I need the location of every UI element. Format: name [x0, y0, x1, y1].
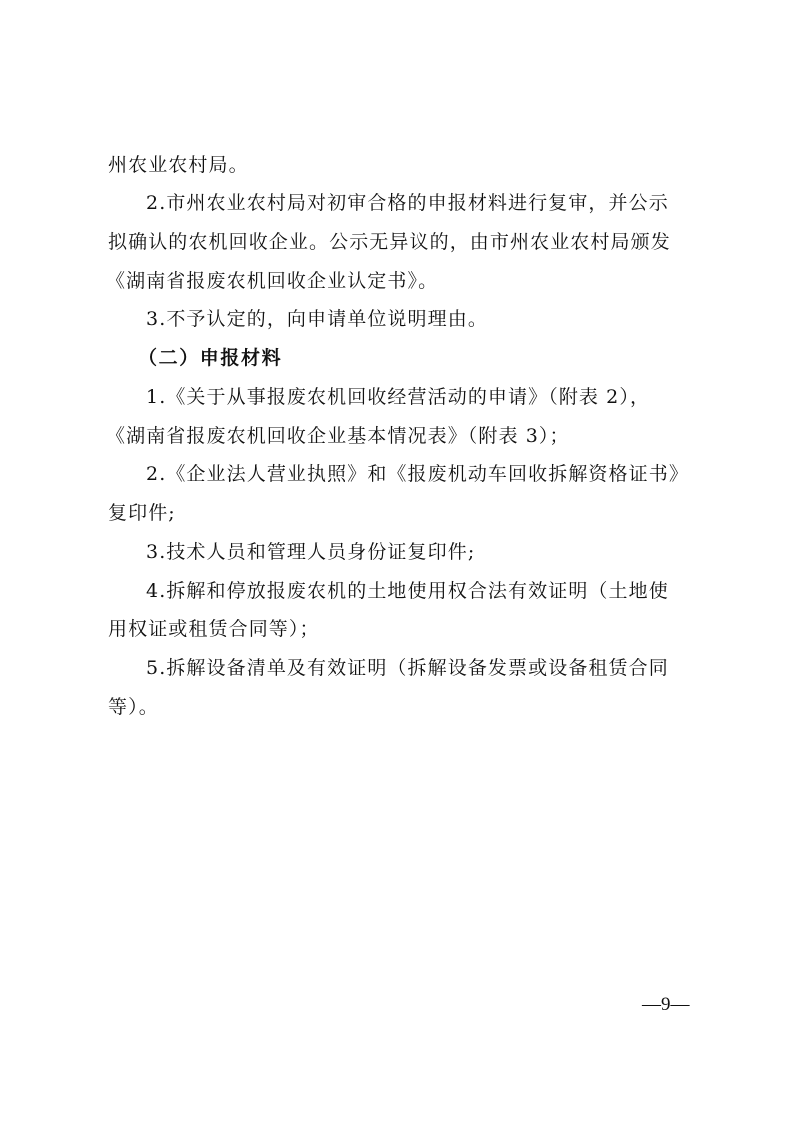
text-line-13: 用权证或租赁合同等）； [108, 618, 320, 640]
section-heading: （二）申报材料 [138, 347, 283, 369]
text-line-5: 3.不予认定的，向申请单位说明理由。 [146, 308, 488, 330]
text-line-9: 2.《企业法人营业执照》和《报废机动车回收拆解资格证书》 [146, 463, 689, 485]
text-line-8: 《湖南省报废农机回收企业基本情况表》（附表 3）； [106, 425, 570, 447]
text-line-15: 等）。 [108, 696, 159, 718]
text-line-1: 州农业农村局。 [108, 154, 249, 176]
text-line-3: 拟确认的农机回收企业。公示无异议的，由市州农业农村局颁发 [108, 231, 671, 253]
page-number: —9— [642, 994, 690, 1015]
text-line-11: 3.技术人员和管理人员身份证复印件; [146, 541, 476, 563]
text-line-4: 《湖南省报废农机回收企业认定书》。 [106, 270, 439, 292]
text-line-7: 1.《关于从事报废农机回收经营活动的申请》（附表 2）， [146, 386, 651, 408]
text-line-12: 4.拆解和停放报废农机的土地使用权合法有效证明（土地使 [146, 580, 669, 602]
text-line-10: 复印件; [108, 502, 176, 524]
text-line-2: 2.市州农业农村局对初审合格的申报材料进行复审，并公示 [146, 192, 669, 214]
text-line-14: 5.拆解设备清单及有效证明（拆解设备发票或设备租赁合同 [146, 657, 669, 679]
